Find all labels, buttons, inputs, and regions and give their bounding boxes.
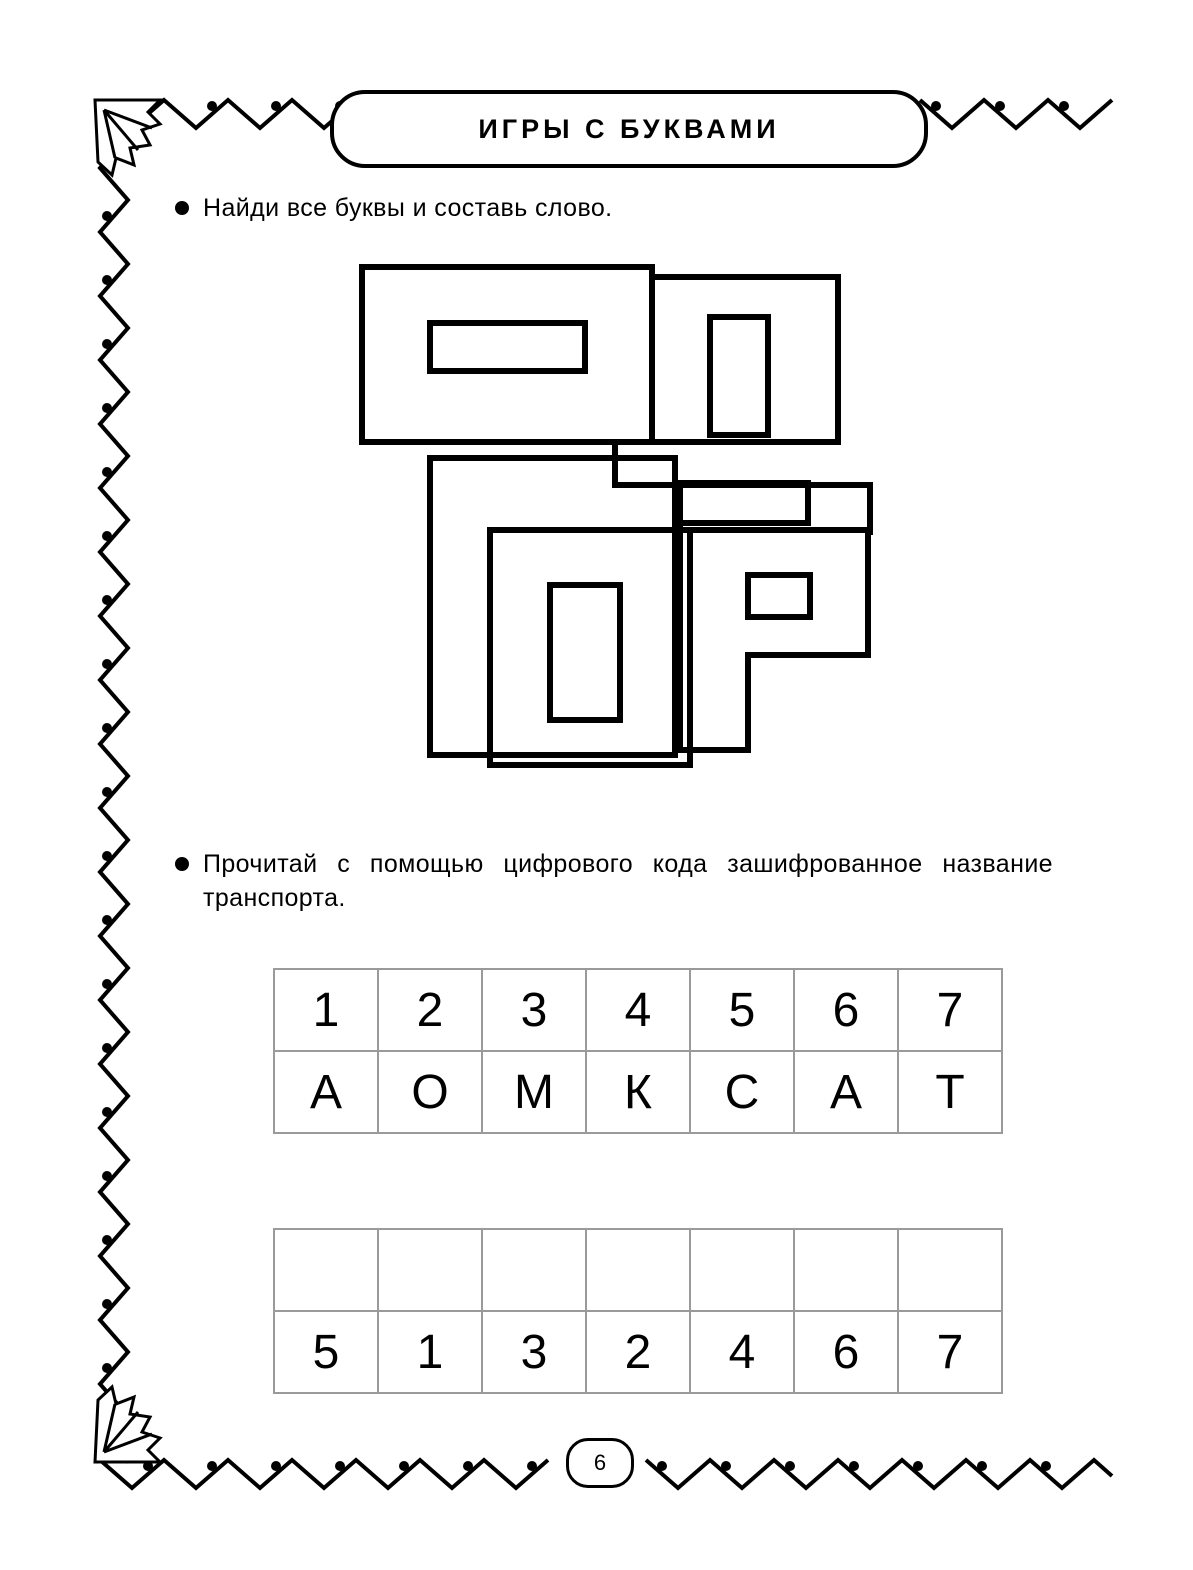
code-number-cell: 4 xyxy=(586,969,690,1051)
code-letter-cell: А xyxy=(794,1051,898,1133)
answer-letter-cell[interactable] xyxy=(586,1229,690,1311)
code-number-cell: 1 xyxy=(274,969,378,1051)
page-number: 6 xyxy=(593,1450,607,1475)
code-letter-cell: О xyxy=(378,1051,482,1133)
code-number-cell: 3 xyxy=(482,969,586,1051)
task-find-letters-text: Найди все буквы и составь слово. xyxy=(203,194,613,222)
answer-table xyxy=(273,1228,1003,1394)
bullet-dot-icon xyxy=(175,857,189,871)
table-row-answer-blanks xyxy=(274,1229,1002,1311)
answer-number-cell: 3 xyxy=(482,1311,586,1393)
answer-number-cell: 2 xyxy=(586,1311,690,1393)
overlapping-letters-figure xyxy=(350,255,880,775)
task-decode-transport-text: Прочитай с помощью цифрового кода зашифрованное название транспорта. xyxy=(203,850,1053,912)
code-key-table xyxy=(273,968,1003,1134)
answer-letter-cell[interactable] xyxy=(690,1229,794,1311)
answer-number-cell: 6 xyxy=(794,1311,898,1393)
code-letter-cell: Т xyxy=(898,1051,1002,1133)
code-number-cell: 7 xyxy=(898,969,1002,1051)
table-row-letters xyxy=(274,1051,1002,1133)
answer-letter-cell[interactable] xyxy=(482,1229,586,1311)
answer-number-cell: 4 xyxy=(690,1311,794,1393)
code-number-cell: 2 xyxy=(378,969,482,1051)
code-letter-cell: С xyxy=(690,1051,794,1133)
table-row-answer-numbers xyxy=(274,1311,1002,1393)
answer-letter-cell[interactable] xyxy=(898,1229,1002,1311)
page-number-badge xyxy=(566,1438,634,1488)
code-number-cell: 6 xyxy=(794,969,898,1051)
code-letter-cell: А xyxy=(274,1051,378,1133)
code-letter-cell: М xyxy=(482,1051,586,1133)
answer-letter-cell[interactable] xyxy=(378,1229,482,1311)
answer-number-cell: 1 xyxy=(378,1311,482,1393)
bullet-dot-icon xyxy=(175,201,189,215)
answer-letter-cell[interactable] xyxy=(274,1229,378,1311)
answer-number-cell: 5 xyxy=(274,1311,378,1393)
table-row-numbers xyxy=(274,969,1002,1051)
answer-number-cell: 7 xyxy=(898,1311,1002,1393)
answer-letter-cell[interactable] xyxy=(794,1229,898,1311)
page-title-banner xyxy=(330,90,928,168)
code-letter-cell: К xyxy=(586,1051,690,1133)
task-find-letters xyxy=(175,192,875,226)
page-title: ИГРЫ С БУКВАМИ xyxy=(478,113,780,144)
task-decode-transport xyxy=(175,848,1055,916)
code-number-cell: 5 xyxy=(690,969,794,1051)
